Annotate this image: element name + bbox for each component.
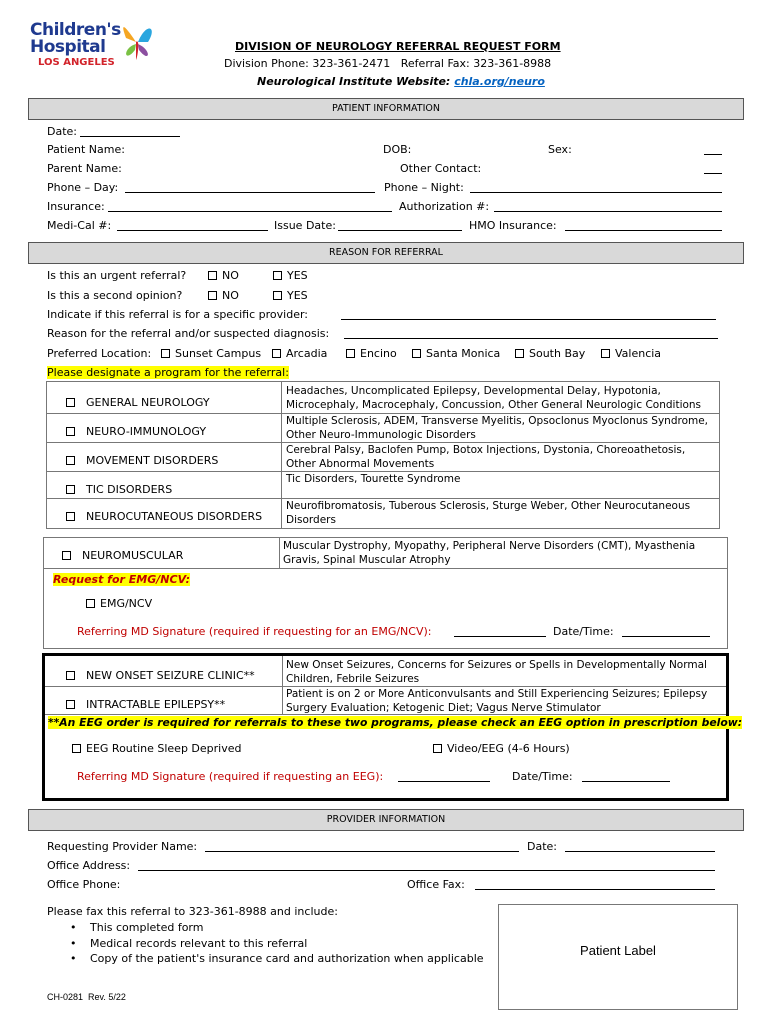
logo-text-childrens: Children's [30,20,121,40]
yes-label: YES [287,269,308,282]
location-santa-monica[interactable] [412,347,500,360]
urgent-yes-option[interactable] [273,269,308,282]
checkbox-icon[interactable] [66,398,75,407]
logo-text-hospital: Hospital [30,37,106,57]
emg-datetime-field[interactable] [622,636,710,637]
sex-field[interactable] [704,154,722,155]
program-name: INTRACTABLE EPILEPSY** [86,698,226,711]
emg-signature-label: Referring MD Signature (required if requesting for an EMG/NCV): [77,625,432,638]
program-name: GENERAL NEUROLOGY [86,396,210,409]
checkbox-icon[interactable] [208,291,217,300]
checkbox-icon[interactable] [515,349,524,358]
emg-signature-field[interactable] [454,636,546,637]
medical-number-field[interactable] [117,230,268,231]
emg-ncv-label: EMG/NCV [100,597,153,610]
checkbox-icon[interactable] [66,485,75,494]
office-phone-label: Office Phone: [47,878,121,891]
program-new-onset-seizure[interactable] [66,669,255,682]
instruction-list [70,920,484,967]
program-name: NEUROCUTANEOUS DISORDERS [86,510,263,523]
website-label: Neurological Institute Website: [257,75,451,88]
logo-text-los-angeles: LOS ANGELES [38,57,115,68]
checkbox-icon[interactable] [62,551,71,560]
program-intractable-epilepsy[interactable] [66,698,225,711]
other-contact-field[interactable] [704,173,722,174]
office-address-field[interactable] [138,870,715,871]
authorization-field[interactable] [494,211,722,212]
office-fax-label: Office Fax: [407,878,465,891]
bullet-text: This completed form [90,921,204,934]
urgent-question: Is this an urgent referral? [47,269,187,282]
insurance-label: Insurance: [47,200,105,213]
location-arcadia[interactable] [272,347,327,360]
program-name: NEUROMUSCULAR [82,549,184,562]
location-sunset[interactable] [161,347,261,360]
form-id: CH-0281 Rev. 5/22 [47,992,126,1002]
program-description: Tic Disorders, Tourette Syndrome [286,473,461,485]
checkbox-icon[interactable] [272,349,281,358]
medical-number-label: Medi-Cal #: [47,219,112,232]
bullet-text: Medical records relevant to this referral [90,936,308,950]
program-name: MOVEMENT DISORDERS [86,454,219,467]
video-eeg-label: Video/EEG (4-6 Hours) [447,742,570,755]
hmo-insurance-label: HMO Insurance: [469,219,557,232]
fax-instruction: Please fax this referral to 323-361-8988 and include: [47,905,338,918]
video-eeg-option[interactable] [433,742,570,755]
eeg-required-note: **An EEG order is required for referrals to these two programs, please check an EEG option in prescription below: [48,716,743,729]
location-valencia[interactable] [601,347,661,360]
issue-date-field[interactable] [338,230,462,231]
program-movement-disorders[interactable] [66,454,218,467]
program-description: Headaches, Uncomplicated Epilepsy, Developmental Delay, Hypotonia, Microcephaly, Macrocephaly, Concussion, Other General Neurologic Conditions [286,385,702,411]
provider-date-label: Date: [527,840,557,853]
second-opinion-question: Is this a second opinion? [47,289,183,302]
program-name: TIC DISORDERS [86,483,173,496]
program-name: NEURO-IMMUNOLOGY [86,425,207,438]
phone-night-field[interactable] [470,192,722,193]
office-fax-field[interactable] [475,889,715,890]
checkbox-icon[interactable] [412,349,421,358]
patient-label-box [498,904,738,1010]
eeg-signature-field[interactable] [398,781,490,782]
phone-day-label: Phone – Day: [47,181,119,194]
hmo-insurance-field[interactable] [565,230,722,231]
location-label: South Bay [529,347,586,360]
checkbox-icon[interactable] [66,512,75,521]
list-item: • Medical records relevant to this referral [70,936,308,950]
no-label: NO [222,269,239,282]
website-link[interactable]: chla.org/neuro [454,75,545,88]
checkbox-icon[interactable] [273,291,282,300]
website-line [257,75,545,88]
patient-information-header: PATIENT INFORMATION [28,98,744,120]
program-description: Muscular Dystrophy, Myopathy, Peripheral Nerve Disorders (CMT), Myasthenia Gravis, Spinal Muscular Atrophy [283,540,696,566]
date-label: Date: [47,125,77,138]
program-name: NEW ONSET SEIZURE CLINIC** [86,669,255,682]
program-description: Cerebral Palsy, Baclofen Pump, Botox Injections, Dystonia, Choreoathetosis, Other Abnormal Movements [286,444,686,470]
butterfly-icon [116,20,160,70]
reason-diagnosis-label: Reason for the referral and/or suspected diagnosis: [47,327,330,340]
patient-label-text: Patient Label [580,943,656,958]
second-yes-option[interactable] [273,289,308,302]
checkbox-icon[interactable] [346,349,355,358]
insurance-field[interactable] [108,211,392,212]
reason-diagnosis-field[interactable] [344,338,718,339]
program-neurocutaneous[interactable] [66,510,262,523]
list-item: • This completed form [70,921,204,934]
provider-date-field[interactable] [565,851,715,852]
phone-night-label: Phone – Night: [384,181,464,194]
date-field[interactable] [80,136,180,137]
eeg-signature-label: Referring MD Signature (required if requesting an EEG): [77,770,384,783]
checkbox-icon[interactable] [86,599,95,608]
program-description: Patient is on 2 or More Anticonvulsants and Still Experiencing Seizures; Epilepsy Surgery Evaluation; Ketogenic Diet; Vagus Nerve Stimulator [286,688,708,714]
program-description: Multiple Sclerosis, ADEM, Transverse Myelitis, Opsoclonus Myoclonus Syndrome, Other Neuro-Immunologic Disorders [286,415,709,441]
emg-request-label: Request for EMG/NCV: [53,573,190,586]
sex-label: Sex: [548,143,572,156]
division-phone-line: Division Phone: 323-361-2471 Referral Fax: 323-361-8988 [224,57,552,70]
checkbox-icon[interactable] [161,349,170,358]
checkbox-icon[interactable] [66,700,75,709]
form-title: DIVISION OF NEUROLOGY REFERRAL REQUEST FORM [235,40,561,53]
other-contact-label: Other Contact: [400,162,482,175]
phone-day-field[interactable] [125,192,375,193]
location-encino[interactable] [346,347,397,360]
checkbox-icon[interactable] [66,456,75,465]
specific-provider-field[interactable] [341,319,716,320]
requesting-provider-label: Requesting Provider Name: [47,840,198,853]
checkbox-icon[interactable] [208,271,217,280]
program-tic-disorders[interactable] [66,483,172,496]
requesting-provider-field[interactable] [205,851,519,852]
second-no-option[interactable] [208,289,239,302]
parent-name-label: Parent Name: [47,162,122,175]
yes-label: YES [287,289,308,302]
checkbox-icon[interactable] [72,744,81,753]
location-label: Valencia [615,347,662,360]
provider-information-header: PROVIDER INFORMATION [28,809,744,831]
location-label: Encino [360,347,397,360]
eeg-datetime-label: Date/Time: [512,770,573,783]
no-label: NO [222,289,239,302]
dob-label: DOB: [383,143,412,156]
eeg-datetime-field[interactable] [582,781,670,782]
checkbox-icon[interactable] [273,271,282,280]
chla-logo [30,20,160,76]
location-label: Sunset Campus [175,347,262,360]
program-general-neurology[interactable] [66,396,210,409]
bullet-text: Copy of the patient's insurance card and authorization when applicable [90,952,484,965]
program-neuro-immunology[interactable] [66,425,206,438]
location-label: Arcadia [286,347,328,360]
location-label: Santa Monica [426,347,501,360]
reason-for-referral-header: REASON FOR REFERRAL [28,242,744,264]
location-south-bay[interactable] [515,347,585,360]
checkbox-icon[interactable] [66,671,75,680]
list-item: • Copy of the patient's insurance card and authorization when applicable [70,952,484,965]
designate-program-label: Please designate a program for the referral: [47,366,289,379]
patient-name-label: Patient Name: [47,143,125,156]
program-description: Neurofibromatosis, Tuberous Sclerosis, Sturge Weber, Other Neurocutaneous Disorders [286,500,691,526]
urgent-no-option[interactable] [208,269,239,282]
checkbox-icon[interactable] [66,427,75,436]
specific-provider-label: Indicate if this referral is for a specific provider: [47,308,308,321]
office-address-label: Office Address: [47,859,131,872]
checkbox-icon[interactable] [601,349,610,358]
program-neuromuscular[interactable] [62,549,183,562]
program-description: New Onset Seizures, Concerns for Seizures or Spells in Developmentally Normal Children, Febrile Seizures [286,659,707,685]
eeg-routine-option[interactable] [72,742,242,755]
issue-date-label: Issue Date: [274,219,336,232]
emg-ncv-option[interactable] [86,597,152,610]
checkbox-icon[interactable] [433,744,442,753]
preferred-location-label: Preferred Location: [47,347,152,360]
eeg-routine-label: EEG Routine Sleep Deprived [86,742,242,755]
emg-datetime-label: Date/Time: [553,625,614,638]
authorization-label: Authorization #: [399,200,490,213]
